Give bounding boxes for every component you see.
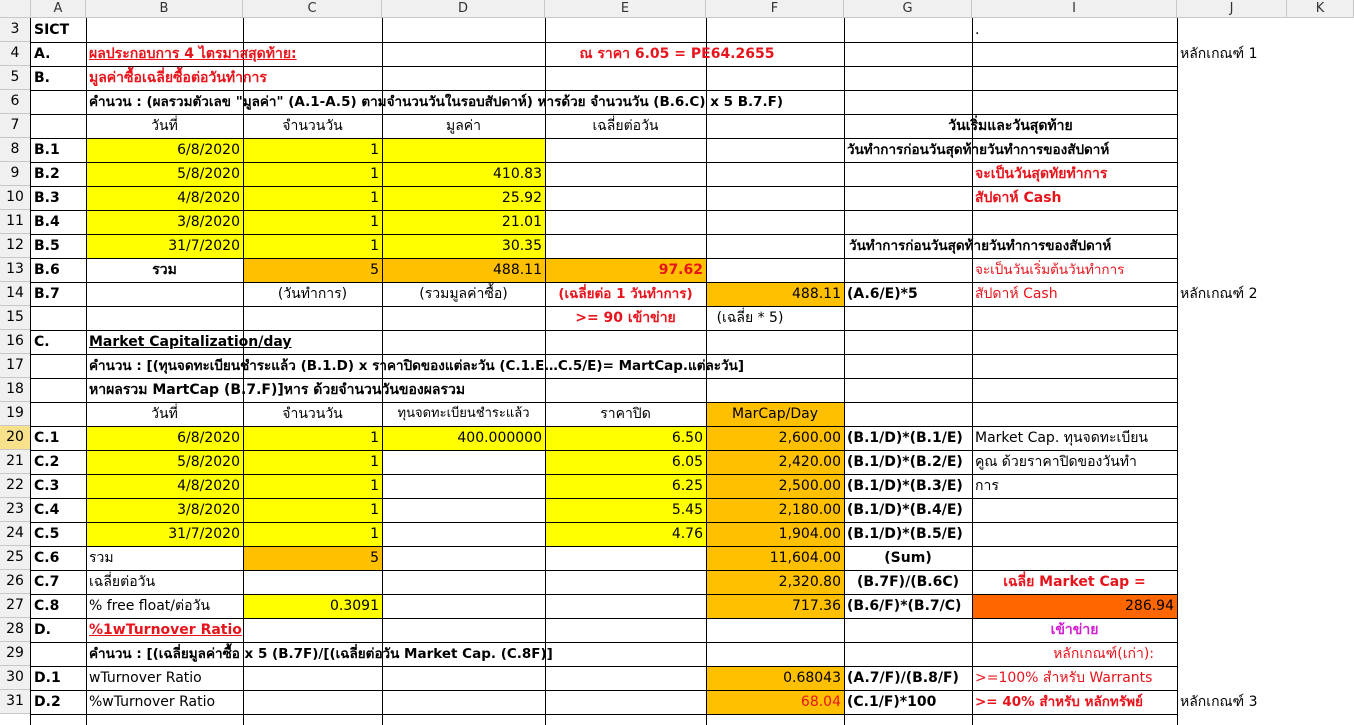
cell-c10[interactable]: 1	[370, 190, 379, 206]
row-header[interactable]: 8	[0, 138, 31, 162]
cell-i3[interactable]: .	[975, 22, 980, 38]
col-header-b[interactable]: B	[86, 0, 243, 18]
cell-f26[interactable]: 2,320.80	[778, 574, 841, 590]
cell-g26[interactable]: (B.7F)/(B.6C)	[856, 574, 959, 590]
cell-a20[interactable]: C.1	[34, 430, 60, 446]
cell-b18[interactable]: หาผลรวม MartCap (B.7.F)]หาร ด้วยจำนวนวันของผลรวม	[89, 382, 466, 398]
cell-a8[interactable]: B.1	[34, 142, 60, 158]
cell-a16[interactable]: C.	[34, 334, 50, 350]
cell-a9[interactable]: B.2	[34, 166, 60, 182]
cell-b20[interactable]: 6/8/2020	[177, 430, 240, 446]
cell-i28[interactable]: เข้าข่าย	[1050, 622, 1099, 638]
cell-b27[interactable]: % free float/ต่อวัน	[89, 598, 210, 614]
cell-j4[interactable]: หลักเกณฑ์ 1	[1180, 46, 1258, 62]
row-header[interactable]: 24	[0, 522, 31, 546]
cell-b19[interactable]: วันที่	[151, 406, 178, 422]
cell-c13[interactable]: 5	[370, 262, 379, 278]
cell-j14[interactable]: หลักเกณฑ์ 2	[1180, 286, 1258, 302]
cell-a24[interactable]: C.5	[34, 526, 60, 542]
cell-g8[interactable]: วันทำการก่อนวันสุดท้ายวันทำการของสัปดาห์	[847, 142, 1110, 158]
row-header[interactable]: 21	[0, 450, 31, 474]
row-header[interactable]: 17	[0, 354, 31, 378]
cell-e14[interactable]: (เฉลี่ยต่อ 1 วันทำการ)	[558, 286, 693, 302]
cell-f19[interactable]: MarCap/Day	[731, 406, 819, 422]
row-header[interactable]: 14	[0, 282, 31, 306]
cell-i26[interactable]: เฉลี่ย Market Cap =	[1003, 574, 1146, 590]
cell-b23[interactable]: 3/8/2020	[177, 502, 240, 518]
cell-b28[interactable]: %1wTurnover Ratio	[89, 622, 242, 638]
corner-select-all[interactable]	[0, 0, 31, 18]
cell-i10[interactable]: สัปดาห์ Cash	[975, 190, 1062, 206]
cell-e23[interactable]: 5.45	[671, 502, 703, 518]
cell-c12[interactable]: 1	[370, 238, 379, 254]
cell-c23[interactable]: 1	[370, 502, 379, 518]
cell-c24[interactable]: 1	[370, 526, 379, 542]
row-header[interactable]: 28	[0, 618, 31, 642]
col-header-d[interactable]: D	[382, 0, 545, 18]
cell-a23[interactable]: C.4	[34, 502, 60, 518]
cell-a21[interactable]: C.2	[34, 454, 60, 470]
col-header-j[interactable]: J	[1177, 0, 1287, 18]
cell-i13[interactable]: จะเป็นวันเริ่มต้นวันทำการ	[975, 262, 1125, 278]
cell-a11[interactable]: B.4	[34, 214, 60, 230]
row-header[interactable]: 15	[0, 306, 31, 330]
cell-e15[interactable]: >= 90 เข้าข่าย	[575, 310, 676, 326]
row-header[interactable]: 25	[0, 546, 31, 570]
cell-c22[interactable]: 1	[370, 478, 379, 494]
row-header[interactable]: 6	[0, 90, 31, 114]
row-header[interactable]: 31	[0, 690, 31, 714]
cell-d19[interactable]: ทุนจดทะเบียนชำระแล้ว	[397, 406, 530, 421]
col-header-e[interactable]: E	[545, 0, 706, 18]
cell-b7[interactable]: วันที่	[151, 118, 178, 134]
cell-a26[interactable]: C.7	[34, 574, 60, 590]
cell-c27[interactable]: 0.3091	[330, 598, 379, 614]
cell-e7[interactable]: เฉลี่ยต่อวัน	[592, 118, 659, 134]
cell-b9[interactable]: 5/8/2020	[177, 166, 240, 182]
cell-c14[interactable]: (วันทำการ)	[277, 286, 348, 302]
row-header[interactable]: 23	[0, 498, 31, 522]
cell-g20[interactable]: (B.1/D)*(B.1/E)	[847, 430, 963, 446]
col-header-k[interactable]: K	[1287, 0, 1354, 18]
cell-f14[interactable]: 488.11	[792, 286, 841, 302]
cell-d12[interactable]: 30.35	[501, 238, 542, 254]
cell-c20[interactable]: 1	[370, 430, 379, 446]
gridline	[1177, 18, 1178, 725]
col-header-i[interactable]: I	[972, 0, 1177, 18]
row-header[interactable]: 18	[0, 378, 31, 402]
cell-a14[interactable]: B.7	[34, 286, 60, 302]
cell-f23[interactable]: 2,180.00	[778, 502, 841, 518]
col-header-g[interactable]: G	[844, 0, 972, 18]
cell-a10[interactable]: B.3	[34, 190, 60, 206]
row-header[interactable]: 19	[0, 402, 31, 426]
cell-b26[interactable]: เฉลี่ยต่อวัน	[89, 574, 156, 590]
cell-g24[interactable]: (B.1/D)*(B.5/E)	[847, 526, 963, 542]
cell-g23[interactable]: (B.1/D)*(B.4/E)	[847, 502, 963, 518]
cell-b11[interactable]: 3/8/2020	[177, 214, 240, 230]
col-header-c[interactable]: C	[243, 0, 382, 18]
row-header[interactable]: 27	[0, 594, 31, 618]
cell-a4[interactable]: A.	[34, 46, 51, 62]
cell-f21[interactable]: 2,420.00	[778, 454, 841, 470]
row-header[interactable]: 30	[0, 666, 31, 690]
cell-a28[interactable]: D.	[34, 622, 51, 638]
cell-g22[interactable]: (B.1/D)*(B.3/E)	[847, 478, 963, 494]
cell-b6[interactable]: คำนวน : (ผลรวมตัวเลข "มูลค่า" (A.1-A.5) ตามจำนวนวันในรอบสัปดาห์) หารด้วย จำนวนวัน (B.6.C) x 5 B.7.F)	[89, 94, 784, 110]
cell-c9[interactable]: 1	[370, 166, 379, 182]
cell-a12[interactable]: B.5	[34, 238, 60, 254]
cell-a3[interactable]: SICT	[34, 22, 70, 38]
cell-d13[interactable]: 488.11	[493, 262, 542, 278]
cell-f22[interactable]: 2,500.00	[778, 478, 841, 494]
cell-a13[interactable]: B.6	[34, 262, 60, 278]
cell-a27[interactable]: C.8	[34, 598, 60, 614]
cell-d10[interactable]: 25.92	[501, 190, 542, 206]
cell-a31[interactable]: D.2	[34, 694, 61, 710]
cell-g21[interactable]: (B.1/D)*(B.2/E)	[847, 454, 963, 470]
cell-b21[interactable]: 5/8/2020	[177, 454, 240, 470]
cell-d4[interactable]: ณ ราคา 6.05 = PE64.2655	[579, 46, 775, 62]
cell-f24[interactable]: 1,904.00	[778, 526, 841, 542]
row-header[interactable]: 22	[0, 474, 31, 498]
cell-i27[interactable]: 286.94	[1125, 598, 1174, 614]
cell-f20[interactable]: 2,600.00	[778, 430, 841, 446]
cell-g30[interactable]: (A.7/F)/(B.8/F)	[847, 670, 959, 686]
row-header[interactable]: 10	[0, 186, 31, 210]
cell-b25[interactable]: รวม	[89, 550, 114, 566]
cell-a30[interactable]: D.1	[34, 670, 61, 686]
cell-i31[interactable]: >= 40% สำหรับ หลักทรัพย์	[975, 694, 1143, 710]
cell-c21[interactable]: 1	[370, 454, 379, 470]
row-header[interactable]: 5	[0, 66, 31, 90]
cell-c11[interactable]: 1	[370, 214, 379, 230]
cell-d20[interactable]: 400.000000	[457, 430, 542, 446]
cell-e24[interactable]: 4.76	[671, 526, 703, 542]
cell-j31[interactable]: หลักเกณฑ์ 3	[1180, 694, 1258, 710]
row-header-selected[interactable]: 20	[0, 426, 31, 450]
cell-b4[interactable]: ผลประกอบการ 4 ไตรมาสสุดท้าย:	[89, 46, 297, 62]
col-header-a[interactable]: A	[31, 0, 86, 18]
cell-c8[interactable]: 1	[370, 142, 379, 158]
cell-d11[interactable]: 21.01	[501, 214, 542, 230]
cell-b16[interactable]: Market Capitalization/day	[89, 334, 292, 350]
cell-f27[interactable]: 717.36	[792, 598, 841, 614]
row-header[interactable]: 11	[0, 210, 31, 234]
cell-i30[interactable]: >=100% สำหรับ Warrants	[975, 670, 1153, 686]
cell-a22[interactable]: C.3	[34, 478, 60, 494]
cell-a25[interactable]: C.6	[34, 550, 60, 566]
row-header[interactable]: 3	[0, 18, 31, 42]
cell-e20[interactable]: 6.50	[671, 430, 703, 446]
cell-g7[interactable]: วันเริ่มและวันสุดท้าย	[948, 118, 1073, 134]
cell-b8[interactable]: 6/8/2020	[177, 142, 240, 158]
cell-c7[interactable]: จำนวนวัน	[282, 118, 343, 134]
gridline	[30, 714, 1177, 715]
cell-i29[interactable]: หลักเกณฑ์(เก่า):	[1053, 646, 1154, 662]
cell-b5[interactable]: มูลค่าซื้อเฉลี่ยซื้อต่อวันทำการ	[89, 70, 267, 86]
cell-b24[interactable]: 31/7/2020	[168, 526, 240, 542]
cell-c25[interactable]: 5	[370, 550, 379, 566]
cell-b22[interactable]: 4/8/2020	[177, 478, 240, 494]
cell-c19[interactable]: จำนวนวัน	[282, 406, 343, 422]
row-header[interactable]: 9	[0, 162, 31, 186]
cell-e19[interactable]: ราคาปิด	[600, 406, 651, 422]
cell-g27[interactable]: (B.6/F)*(B.7/C)	[847, 598, 962, 614]
cell-g12[interactable]: วันทำการก่อนวันสุดท้ายวันทำการของสัปดาห์	[849, 238, 1112, 254]
cell-g31[interactable]: (C.1/F)*100	[847, 694, 937, 710]
col-header-f[interactable]: F	[706, 0, 844, 18]
cell-i9[interactable]: จะเป็นวันสุดทัยทำการ	[975, 166, 1108, 182]
cell-i20[interactable]: Market Cap. ทุนจดทะเบียน	[975, 430, 1149, 446]
row-header[interactable]: 13	[0, 258, 31, 282]
cell-g14[interactable]: (A.6/E)*5	[847, 286, 918, 302]
cell-b29[interactable]: คำนวน : [(เฉลี่ยมูลค่าซื้อ x 5 (B.7F)/[(เฉลี่ยต่อวัน Market Cap. (C.8F)]	[89, 646, 553, 662]
cell-e22[interactable]: 6.25	[671, 478, 703, 494]
cell-i22[interactable]: การ	[975, 478, 999, 494]
cell-b12[interactable]: 31/7/2020	[168, 238, 240, 254]
cell-d14[interactable]: (รวมมูลค่าซื้อ)	[419, 286, 508, 302]
cell-i21[interactable]: คูณ ด้วยราคาปิดของวันทำ	[975, 454, 1137, 470]
cell-f31[interactable]: 68.04	[800, 694, 841, 710]
cell-f15[interactable]: (เฉลี่ย * 5)	[716, 310, 784, 326]
cell-b31[interactable]: %wTurnover Ratio	[89, 694, 216, 710]
cell-g25[interactable]: (Sum)	[884, 550, 932, 566]
row-header[interactable]: 12	[0, 234, 31, 258]
cell-b17[interactable]: คำนวน : [(ทุนจดทะเบียนชำระแล้ว (B.1.D) x ราคาปิดของแต่ละวัน (C.1.E…C.5/E)= MartCap.แต่ละวัน]	[89, 358, 745, 374]
cell-d9[interactable]: 410.83	[493, 166, 542, 182]
cell-e13[interactable]: 97.62	[658, 262, 703, 278]
row-header[interactable]: 26	[0, 570, 31, 594]
cell-i14[interactable]: สัปดาห์ Cash	[975, 286, 1058, 302]
row-header[interactable]: 16	[0, 330, 31, 354]
row-header[interactable]: 7	[0, 114, 31, 138]
cell-a5[interactable]: B.	[34, 70, 50, 86]
cell-b10[interactable]: 4/8/2020	[177, 190, 240, 206]
row-header[interactable]: 4	[0, 42, 31, 66]
cell-b30[interactable]: wTurnover Ratio	[89, 670, 202, 686]
cell-b13[interactable]: รวม	[152, 262, 177, 278]
cell-f30[interactable]: 0.68043	[783, 670, 841, 686]
cell-e21[interactable]: 6.05	[671, 454, 703, 470]
cell-f25[interactable]: 11,604.00	[769, 550, 841, 566]
row-header[interactable]: 29	[0, 642, 31, 666]
cell-d7[interactable]: มูลค่า	[445, 118, 482, 134]
